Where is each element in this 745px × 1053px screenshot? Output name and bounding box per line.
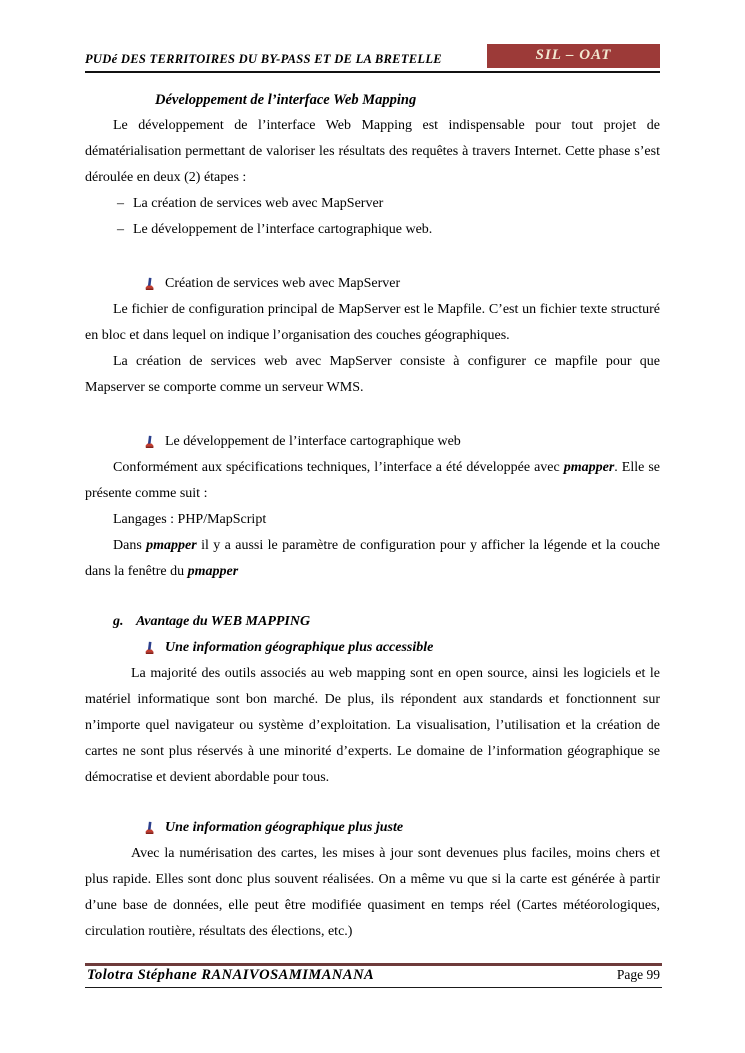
list-item bbox=[85, 217, 660, 243]
text-segment: . Elle se présente comme suit : bbox=[85, 460, 660, 501]
bullet-heading-dev-interface bbox=[85, 429, 660, 455]
footer-rule-bottom bbox=[85, 987, 662, 988]
paragraph-juste: Avec la numérisation des cartes, les mises à jour sont devenues plus faciles, moins chers et plus rapide. Elles sont donc plus souvent réalisées. On a même vu que si la carte est générée à partir d’une base de données, elle peut être modifiée quasiment en temps réel (Cartes météorologiques, circulation routière, résultats des élections, etc.) bbox=[85, 846, 660, 939]
list-item-text: La création de services web avec MapServer bbox=[133, 196, 384, 211]
header-title: PUDé DES TERRITOIRES DU BY-PASS ET DE LA BRETELLE bbox=[85, 51, 442, 66]
text-segment: Dans bbox=[113, 538, 147, 553]
list-item bbox=[85, 191, 660, 217]
paragraph-accessible: La majorité des outils associés au web mapping sont en open source, ainsi les logiciels et le matériel informatique sont bon marché. De plus, ils répondent aux standards et fonctionnent sur n’importe quel navigateur ou système d’exploitation. La visualisation, l’utilisation et la création de cartes ne sont plus réservés à une minorité d’experts. Le domaine de l’information géographique se démocratise et devient abordable pour tous. bbox=[85, 666, 660, 785]
page-header bbox=[85, 44, 660, 68]
paragraph-pmapper bbox=[85, 455, 660, 507]
heading-letter: g. bbox=[113, 614, 124, 629]
bullet-heading-text: Une information géographique plus accessible bbox=[165, 640, 434, 655]
bullet-heading-juste bbox=[85, 815, 660, 841]
header-rule bbox=[85, 71, 660, 73]
text-segment: Conformément aux spécifications techniques, l’interface a été développée avec bbox=[113, 460, 564, 475]
picture-bullet-icon bbox=[143, 277, 156, 291]
pmapper-term: pmapper bbox=[563, 460, 615, 475]
paragraph-mapfile: Le fichier de configuration principal de MapServer est le Mapfile. C’est un fichier texte structuré en bloc et dans lequel on indique l’organisation des couches géographiques. bbox=[85, 302, 660, 343]
footer-row bbox=[85, 966, 662, 987]
bullet-heading-text: Le développement de l’interface cartographique web bbox=[165, 434, 461, 449]
section-heading-avantage bbox=[85, 609, 660, 635]
bullet-heading-creation bbox=[85, 271, 660, 297]
dash-bullet: – bbox=[117, 222, 124, 237]
paragraph-intro: Le développement de l’interface Web Mapping est indispensable pour tout projet de dématérialisation permettant de valoriser les résultats des requêtes à travers Internet. Cette phase s’est déroulée en deux (2) étapes : bbox=[85, 118, 660, 185]
dash-bullet: – bbox=[117, 196, 124, 211]
heading-text: Avantage du WEB MAPPING bbox=[135, 614, 311, 629]
text-segment: il y a aussi le paramètre de configuration pour y afficher la légende et la couche dans la fenêtre du bbox=[85, 538, 660, 579]
list-item-text: Le développement de l’interface cartographique web. bbox=[133, 222, 433, 237]
page-footer bbox=[85, 963, 662, 988]
bullet-heading-text: Une information géographique plus juste bbox=[165, 820, 404, 835]
paragraph-wms: La création de services web avec MapServer consiste à configurer ce mapfile pour que Mapserver se comporte comme un serveur WMS. bbox=[85, 354, 660, 395]
header-badge: SIL – OAT bbox=[487, 44, 660, 68]
pmapper-term: pmapper bbox=[187, 564, 239, 579]
paragraph-langages: Langages : PHP/MapScript bbox=[113, 512, 267, 527]
bullet-heading-text: Création de services web avec MapServer bbox=[165, 276, 401, 291]
picture-bullet-icon bbox=[143, 821, 156, 835]
footer-page-number: Page 99 bbox=[616, 967, 660, 982]
section-heading-web-mapping: Développement de l’interface Web Mapping bbox=[155, 92, 417, 108]
paragraph-pmapper-config bbox=[85, 533, 660, 585]
picture-bullet-icon bbox=[143, 435, 156, 449]
document-body bbox=[85, 87, 660, 945]
picture-bullet-icon bbox=[143, 641, 156, 655]
footer-author: Tolotra Stéphane RANAIVOSAMIMANANA bbox=[87, 967, 375, 983]
pmapper-term: pmapper bbox=[146, 538, 197, 553]
bullet-heading-accessible bbox=[85, 635, 660, 661]
